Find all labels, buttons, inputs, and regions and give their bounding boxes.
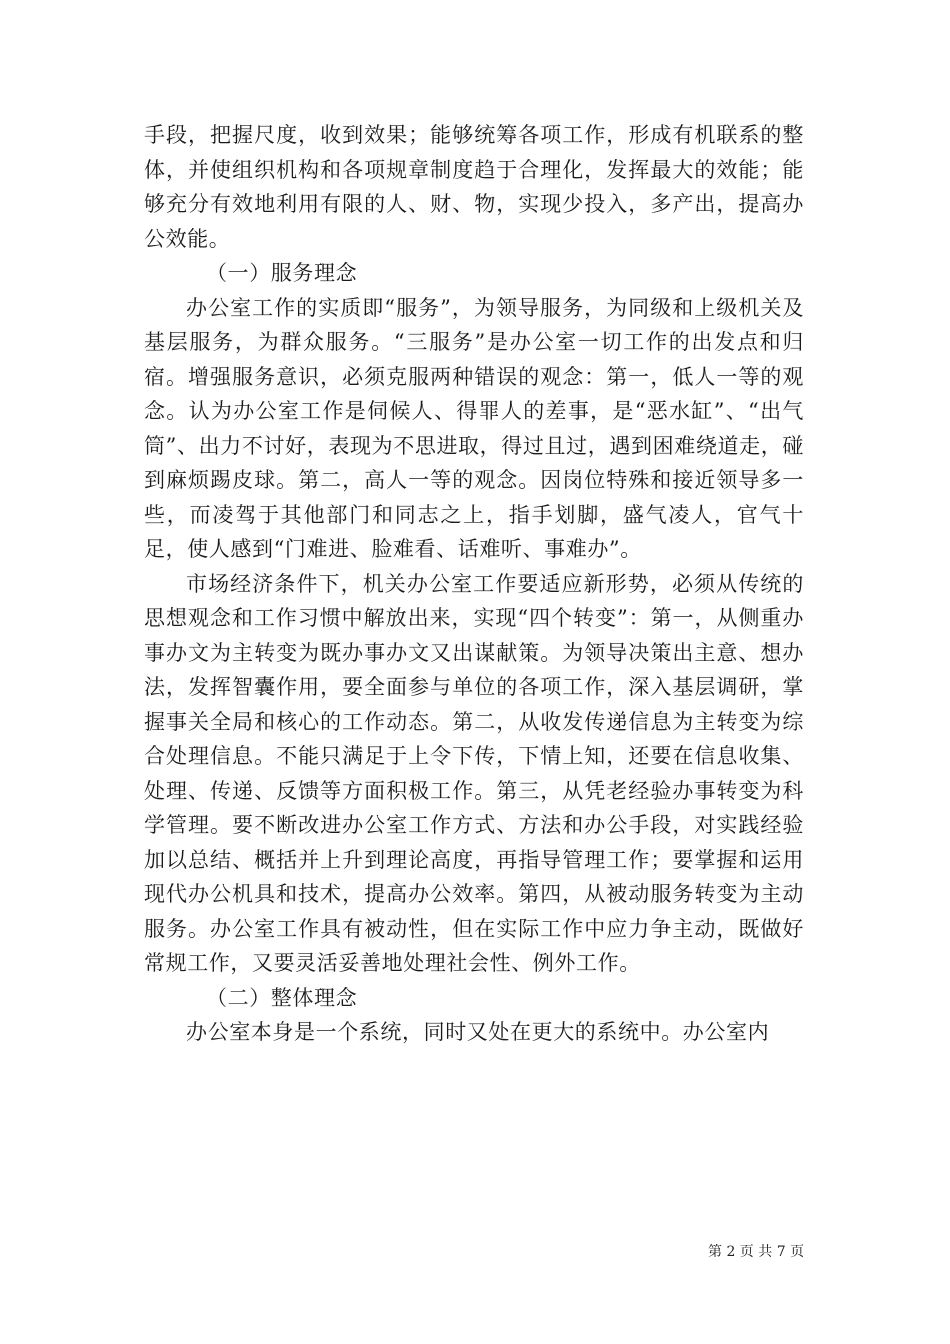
paragraph-four-transformations: 市场经济条件下，机关办公室工作要适应新形势，必须从传统的思想观念和工作习惯中解放出来，实现“四个转变”：第一，从侧重办事办文为主转变为既办事办文又出谋献策。为领导决策出主意、想办法，发挥智囊作用，要全面参与单位的各项工作，深入基层调研，掌握事关全局和核心的工作动态。第二，从收发传递信息为主转变为综合处理信息。不能只满足于上令下传，下情上知，还要在信息收集、处理、传递、反馈等方面积极工作。第三，从凭老经验办事转变为科学管理。要不断改进办公室工作方式、方法和办公手段，对实践经验加以总结、概括并上升到理论高度，再指导管理工作；要掌握和运用现代办公机具和技术，提高办公效率。第四，从被动服务转变为主动服务。办公室工作具有被动性，但在实际工作中应力争主动，既做好常规工作，又要灵活妥善地处理社会性、例外工作。 (144, 571, 804, 975)
page-number: 第 2 页 共 7 页 (708, 1244, 805, 1260)
paragraph-service-essence: 办公室工作的实质即“服务”，为领导服务，为同级和上级机关及基层服务，为群众服务。“三服务”是办公室一切工作的出发点和归宿。增强服务意识，必须克服两种错误的观念：第一，低人一等的观念。认为办公室工作是伺候人、得罪人的差事，是“恶水缸”、“出气筒”、出力不讨好，表现为不思进取，得过且过，遇到困难绕道走，碰到麻烦踢皮球。第二，高人一等的观念。因岗位特殊和接近领导多一些，而凌驾于其他部门和同志之上，指手划脚，盛气凌人，官气十足，使人感到“门难进、脸难看、话难听、事难办”。 (144, 295, 804, 561)
section-heading-holistic: （二）整体理念 (206, 985, 358, 1010)
document-body (144, 118, 804, 1050)
paragraph-system: 办公室本身是一个系统，同时又处在更大的系统中。办公室内 (186, 1020, 770, 1044)
section-heading-service: （一）服务理念 (206, 261, 358, 285)
paragraph-continued: 手段，把握尺度，收到效果；能够统筹各项工作，形成有机联系的整体，并使组织机构和各项规章制度趋于合理化，发挥最大的效能；能够充分有效地利用有限的人、财、物，实现少投入，多产出，提高办公效能。 (144, 123, 804, 251)
